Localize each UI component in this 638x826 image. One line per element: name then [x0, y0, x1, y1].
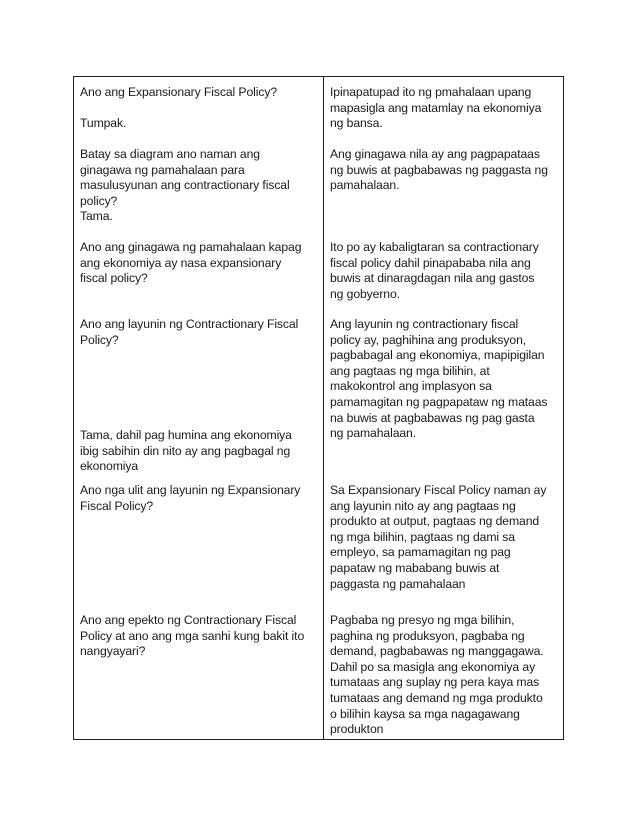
left-cell-paragraph [80, 209, 113, 225]
right-cell-paragraph [330, 317, 547, 442]
right-cell-line: ng pamahalaan. [330, 426, 417, 441]
right-cell-line: Pagbaba ng presyo ng mga bilihin, [330, 613, 515, 627]
right-cell-line: Sa Expansionary Fiscal Policy naman ay [330, 483, 547, 497]
right-cell-line: ang pagtaas ng mga bilihin, at [330, 363, 490, 378]
left-cell-line: Ano ang Expansionary Fiscal Policy? [80, 85, 278, 99]
left-cell-paragraph [80, 483, 300, 514]
right-cell-line: pagbabagal ang ekonomiya, mapipigilan [330, 348, 545, 363]
right-cell-paragraph [330, 483, 546, 592]
right-cell-line: produkton [330, 722, 384, 737]
left-cell-paragraph [80, 240, 301, 287]
left-cell-line: fiscal policy? [80, 271, 148, 286]
right-cell-paragraph [330, 240, 539, 302]
left-cell-line: Tama, dahil pag humina ang ekonomiya [80, 428, 292, 442]
left-cell-line: ekonomiya [80, 459, 139, 474]
left-cell-paragraph [80, 147, 290, 209]
left-cell-line: Tumpak. [80, 116, 127, 130]
right-cell-line: Ito po ay kabaligtaran sa contractionary [330, 240, 539, 254]
left-cell-line: policy? [80, 193, 118, 208]
right-cell-paragraph [330, 147, 548, 194]
right-cell-line: Ipinapatupad ito ng pmahalaan upang [330, 85, 532, 99]
left-cell-line: ibig sabihin din nito ay ang pagbagal ng [80, 443, 291, 458]
right-cell-line: Ang layunin ng contractionary fiscal [330, 317, 519, 331]
right-cell-line: ng buwis at pagbabawas ng paggasta ng [330, 162, 548, 177]
right-cell-line: buwis at dinaragdagan nila ang gastos [330, 271, 535, 286]
right-cell-line: Dahil po sa masigla ang ekonomiya ay [330, 659, 536, 674]
left-cell-line: Policy? [80, 332, 119, 347]
right-cell-line: fiscal policy dahil pinapababa nila ang [330, 255, 531, 270]
left-cell-line: Ano ang layunin ng Contractionary Fiscal [80, 317, 299, 331]
right-cell-line: demand, pagbabawas ng manggagawa. [330, 644, 544, 659]
right-cell-line: ng bansa. [330, 116, 383, 131]
left-cell-line: Ano nga ulit ang layunin ng Expansionary [80, 483, 301, 497]
right-cell-line: paggasta ng pamahalaan [330, 576, 466, 591]
right-cell-line: mapasigla ang matamlay na ekonomiya [330, 100, 542, 115]
right-cell-line: paghina ng produksyon, pagbaba ng [330, 628, 525, 643]
right-cell-line: pamahalaan. [330, 178, 400, 193]
right-cell-line: ng mga bilihin, pagtaas ng dami sa [330, 529, 515, 544]
left-cell-line: ginagawa ng pamahalaan para [80, 162, 245, 177]
left-cell-paragraph [80, 428, 292, 475]
right-cell-paragraph [330, 613, 544, 738]
qa-table [73, 76, 564, 740]
left-cell-line: ang ekonomiya ay nasa expansionary [80, 255, 282, 270]
left-cell-line: Batay sa diagram ano naman ang [80, 147, 260, 161]
right-cell-line: papataw ng mababang buwis at [330, 560, 500, 575]
right-cell-line: o bilihin kaysa sa mga nagagawang [330, 706, 520, 721]
right-cell-line: ng gobyerno. [330, 286, 400, 301]
left-cell-line: Ano ang epekto ng Contractionary Fiscal [80, 613, 297, 627]
column-divider [323, 77, 324, 739]
left-cell-line: Tama. [80, 209, 113, 223]
right-cell-line: Ang ginagawa nila ay ang pagpapataas [330, 147, 540, 161]
right-cell-line: ang layunin nito ay ang pagtaas ng [330, 498, 516, 513]
right-cell-line: tumataas ang demand ng mga produkto [330, 690, 543, 705]
right-cell-line: tumataas ang suplay ng pera kaya mas [330, 675, 540, 690]
left-cell-paragraph [80, 317, 298, 348]
right-cell-line: na buwis at pagbabawas ng pag gasta [330, 410, 535, 425]
right-cell-line: policy ay, paghihina ang produksyon, [330, 332, 527, 347]
left-cell-line: nangyayari? [80, 644, 146, 659]
right-cell-line: produkto at output, pagtaas ng demand [330, 514, 540, 529]
left-cell-line: Ano ang ginagawa ng pamahalaan kapag [80, 240, 302, 254]
left-cell-paragraph [80, 85, 277, 101]
right-cell-line: pamamagitan ng pagpapataw ng mataas [330, 394, 548, 409]
left-cell-line: masulusyunan ang contractionary fiscal [80, 178, 290, 193]
right-cell-paragraph [330, 85, 541, 132]
right-cell-line: empleyo, sa pamamagitan ng pag [330, 545, 511, 560]
left-cell-line: Fiscal Policy? [80, 498, 154, 513]
left-cell-paragraph [80, 116, 126, 132]
left-cell-line: Policy at ano ang mga sanhi kung bakit ito [80, 628, 305, 643]
right-cell-line: makokontrol ang implasyon sa [330, 379, 492, 394]
left-cell-paragraph [80, 613, 304, 660]
